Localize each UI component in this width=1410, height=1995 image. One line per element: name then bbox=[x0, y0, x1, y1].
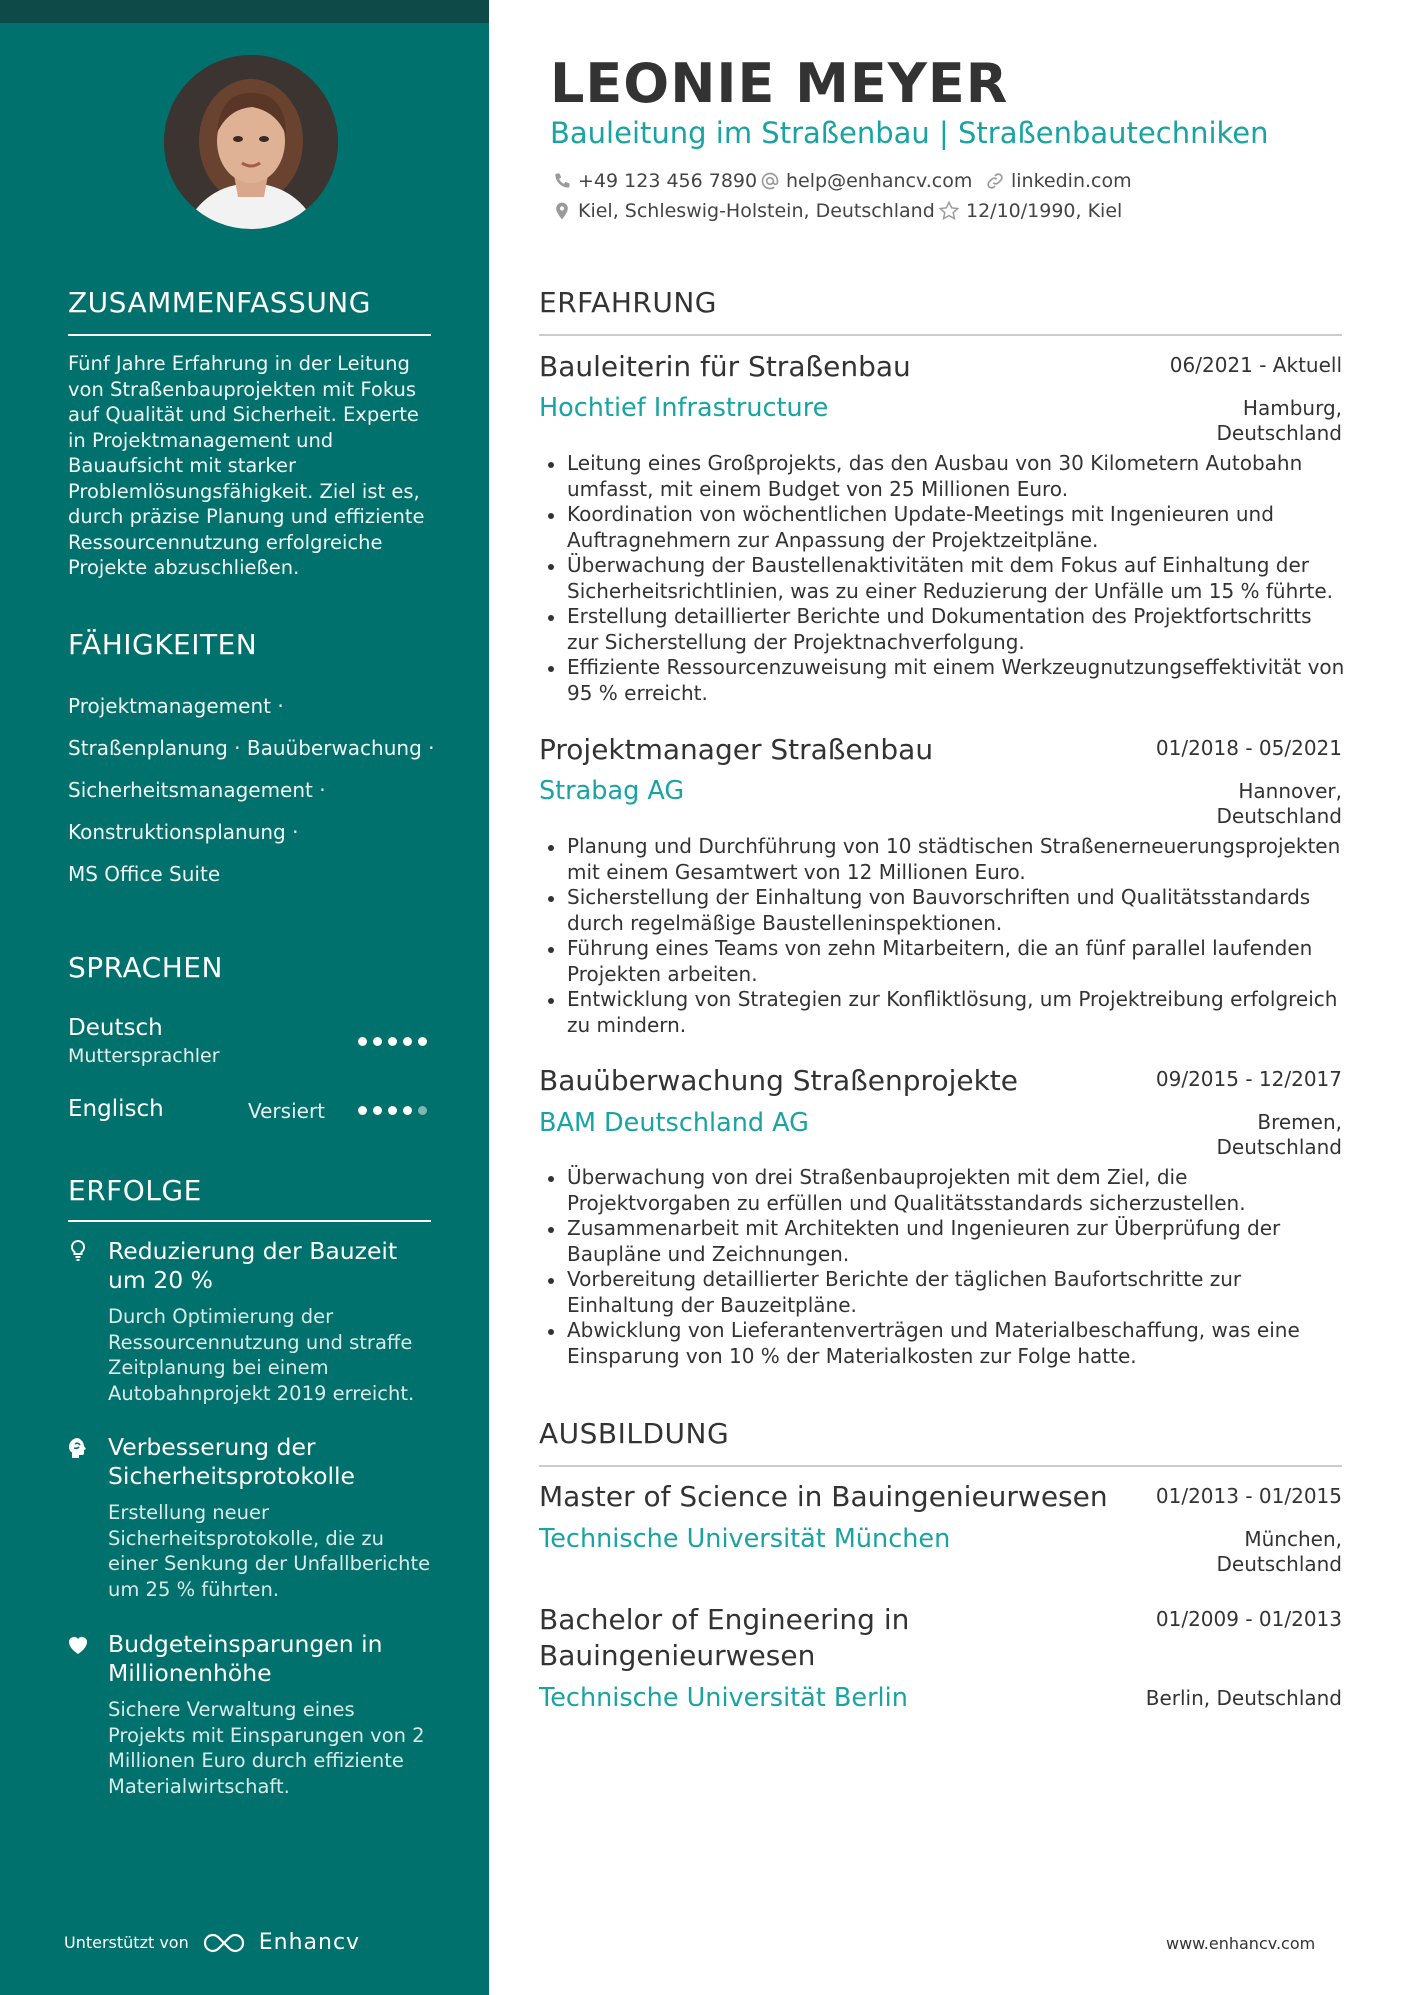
company-name: BAM Deutschland AG bbox=[539, 1108, 809, 1138]
achievement-title: Reduzierung der Bauzeit um 20 % bbox=[108, 1237, 398, 1294]
bullet-item: Koordination von wöchentlichen Update-Meetings mit Ingenieuren und Auftragnehmern zur Anpassung der Projektzeitpläne. bbox=[539, 502, 1349, 553]
skills-heading: FÄHIGKEITEN bbox=[68, 628, 258, 661]
rating-dot bbox=[373, 1037, 382, 1046]
bullet-item: Planung und Durchführung von 10 städtischen Straßenerneuerungsprojekten mit einem Gesamtwert von 12 Millionen Euro. bbox=[539, 834, 1349, 885]
lightbulb-icon bbox=[66, 1238, 90, 1262]
job-bullets bbox=[539, 451, 1349, 706]
language-rating bbox=[358, 1037, 427, 1046]
location-pin-icon bbox=[552, 201, 572, 221]
skill-line: Projektmanagement · bbox=[68, 694, 284, 718]
brain-icon bbox=[66, 1436, 90, 1460]
birth-text: 12/10/1990, Kiel bbox=[966, 200, 1123, 222]
bullet-item: Vorbereitung detaillierter Berichte der täglichen Baufortschritte zur Einhaltung der Bauzeitpläne. bbox=[539, 1267, 1349, 1318]
rating-dot bbox=[418, 1106, 427, 1115]
education-location: Berlin, Deutschland bbox=[1145, 1686, 1342, 1710]
education-heading: AUSBILDUNG bbox=[539, 1417, 730, 1450]
at-icon bbox=[760, 171, 780, 191]
achievement-desc: Durch Optimierung der Ressourcennutzung und straffe Zeitplanung bei einem Autobahnprojekt 2019 erreicht. bbox=[108, 1305, 415, 1405]
contact-birth bbox=[938, 200, 1122, 222]
bullet-item: Leitung eines Großprojekts, das den Ausbau von 30 Kilometern Autobahn umfasst, mit einem Budget von 25 Millionen Euro. bbox=[539, 451, 1349, 502]
language-name: Englisch bbox=[68, 1096, 164, 1122]
degree-title: Master of Science in Bauingenieurwesen bbox=[539, 1480, 1108, 1513]
contact-email[interactable] bbox=[760, 170, 972, 192]
education-location: München, Deutschland bbox=[1216, 1527, 1342, 1576]
bullet-item: Entwicklung von Strategien zur Konfliktlösung, um Projektreibung erfolgreich zu mindern. bbox=[539, 987, 1349, 1038]
skill-line: Konstruktionsplanung · bbox=[68, 820, 299, 844]
portrait-photo bbox=[164, 55, 338, 229]
phone-text: +49 123 456 7890 bbox=[578, 170, 758, 192]
heart-icon bbox=[66, 1633, 90, 1657]
bullet-item: Sicherstellung der Einhaltung von Bauvorschriften und Qualitätsstandards durch regelmäßige Baustelleninspektionen. bbox=[539, 885, 1349, 936]
powered-by-label: Unterstützt von bbox=[64, 1933, 189, 1952]
sidebar bbox=[0, 0, 489, 1995]
job-date: 09/2015 - 12/2017 bbox=[1155, 1067, 1342, 1091]
rating-dot bbox=[403, 1106, 412, 1115]
avatar bbox=[164, 55, 338, 229]
enhancv-logo-icon bbox=[201, 1931, 247, 1955]
phone-icon bbox=[552, 171, 572, 191]
bullet-item: Zusammenarbeit mit Architekten und Ingenieuren zur Überprüfung der Baupläne und Zeichnungen. bbox=[539, 1216, 1349, 1267]
rating-dot bbox=[403, 1037, 412, 1046]
job-date: 01/2018 - 05/2021 bbox=[1155, 736, 1342, 760]
skill-line: Straßenplanung · Bauüberwachung · bbox=[68, 736, 435, 760]
education-date: 01/2013 - 01/2015 bbox=[1155, 1484, 1342, 1508]
email-text[interactable]: help@enhancv.com bbox=[786, 170, 973, 192]
contact-phone bbox=[552, 170, 757, 192]
job-location: Bremen, Deutschland bbox=[1216, 1110, 1342, 1159]
rating-dot bbox=[388, 1106, 397, 1115]
achievement-title: Verbesserung der Sicherheitsprotokolle bbox=[108, 1433, 356, 1490]
link-icon bbox=[985, 171, 1005, 191]
education-rule bbox=[539, 1465, 1342, 1467]
job-date: 06/2021 - Aktuell bbox=[1169, 353, 1342, 377]
bullet-item: Überwachung der Baustellenaktivitäten mit dem Fokus auf Einhaltung der Sicherheitsrichtlinien, was zu einer Reduzierung der Unfälle um 15 % führte. bbox=[539, 553, 1349, 604]
headline: Bauleitung im Straßenbau | Straßenbautechniken bbox=[550, 116, 1269, 150]
school-name: Technische Universität München bbox=[539, 1524, 951, 1554]
job-location: Hamburg, Deutschland bbox=[1216, 396, 1342, 445]
contact-location bbox=[552, 200, 935, 222]
degree-title: Bachelor of Engineering in Bauingenieurwesen bbox=[539, 1603, 910, 1672]
rating-dot bbox=[418, 1037, 427, 1046]
summary-heading: ZUSAMMENFASSUNG bbox=[68, 286, 371, 319]
job-title: Bauleiterin für Straßenbau bbox=[539, 350, 911, 383]
company-name: Hochtief Infrastructure bbox=[539, 393, 829, 423]
bullet-item: Erstellung detaillierter Berichte und Dokumentation des Projektfortschritts zur Sicherstellung der Projektnachverfolgung. bbox=[539, 604, 1349, 655]
candidate-name: LEONIE MEYER bbox=[550, 52, 1009, 115]
summary-rule bbox=[68, 334, 431, 336]
school-name: Technische Universität Berlin bbox=[539, 1683, 908, 1713]
achievement-desc: Erstellung neuer Sicherheitsprotokolle, die zu einer Senkung der Unfallberichte um 25 % führten. bbox=[108, 1501, 431, 1601]
education-date: 01/2009 - 01/2013 bbox=[1155, 1607, 1342, 1631]
bullet-item: Effiziente Ressourcenzuweisung mit einem Werkzeugnutzungseffektivität von 95 % erreicht. bbox=[539, 655, 1349, 706]
language-rating bbox=[358, 1106, 427, 1115]
location-text: Kiel, Schleswig-Holstein, Deutschland bbox=[578, 200, 935, 222]
skill-line: Sicherheitsmanagement · bbox=[68, 778, 326, 802]
job-bullets bbox=[539, 834, 1349, 1038]
achievements-heading: ERFOLGE bbox=[68, 1174, 202, 1207]
achievement-title: Budgeteinsparungen in Millionenhöhe bbox=[108, 1630, 383, 1687]
bullet-item: Abwicklung von Lieferantenverträgen und Materialbeschaffung, was eine Einsparung von 10 % der Materialkosten zur Folge hatte. bbox=[539, 1318, 1349, 1369]
achievements-rule bbox=[68, 1220, 431, 1222]
experience-heading: ERFAHRUNG bbox=[539, 286, 717, 319]
company-name: Strabag AG bbox=[539, 776, 685, 806]
contact-linkedin[interactable] bbox=[985, 170, 1132, 192]
job-title: Bauüberwachung Straßenprojekte bbox=[539, 1064, 1018, 1097]
rating-dot bbox=[358, 1106, 367, 1115]
language-name: Deutsch bbox=[68, 1015, 163, 1041]
achievement-desc: Sichere Verwaltung eines Projekts mit Einsparungen von 2 Millionen Euro durch effiziente Materialwirtschaft. bbox=[108, 1698, 425, 1798]
enhancv-brand: Enhancv bbox=[258, 1930, 361, 1955]
rating-dot bbox=[388, 1037, 397, 1046]
language-level: Muttersprachler bbox=[68, 1045, 220, 1067]
languages-heading: SPRACHEN bbox=[68, 951, 223, 984]
skill-line: MS Office Suite bbox=[68, 862, 221, 886]
bullet-item: Führung eines Teams von zehn Mitarbeitern, die an fünf parallel laufenden Projekten arbeiten. bbox=[539, 936, 1349, 987]
job-title: Projektmanager Straßenbau bbox=[539, 733, 934, 766]
job-location: Hannover, Deutschland bbox=[1216, 779, 1342, 828]
footer-url[interactable]: www.enhancv.com bbox=[1166, 1934, 1316, 1953]
sidebar-top-bar bbox=[0, 0, 489, 23]
star-icon bbox=[938, 200, 960, 222]
job-bullets bbox=[539, 1165, 1349, 1369]
rating-dot bbox=[358, 1037, 367, 1046]
language-level: Versiert bbox=[248, 1099, 326, 1123]
powered-by bbox=[64, 1930, 360, 1955]
experience-rule bbox=[539, 334, 1342, 336]
rating-dot bbox=[373, 1106, 382, 1115]
summary-text: Fünf Jahre Erfahrung in der Leitung von Straßenbauprojekten mit Fokus auf Qualität und Sicherheit. Experte in Projektmanagement und Bauaufsicht mit starker Problemlösungsfähigkeit. Ziel ist es, durch präzise Planung und effiziente Ressourcennutzung erfolgreiche Projekte abzuschließen. bbox=[68, 352, 425, 579]
linkedin-text[interactable]: linkedin.com bbox=[1011, 170, 1132, 192]
bullet-item: Überwachung von drei Straßenbauprojekten mit dem Ziel, die Projektvorgaben zu erfüllen und Qualitätsstandards sicherzustellen. bbox=[539, 1165, 1349, 1216]
